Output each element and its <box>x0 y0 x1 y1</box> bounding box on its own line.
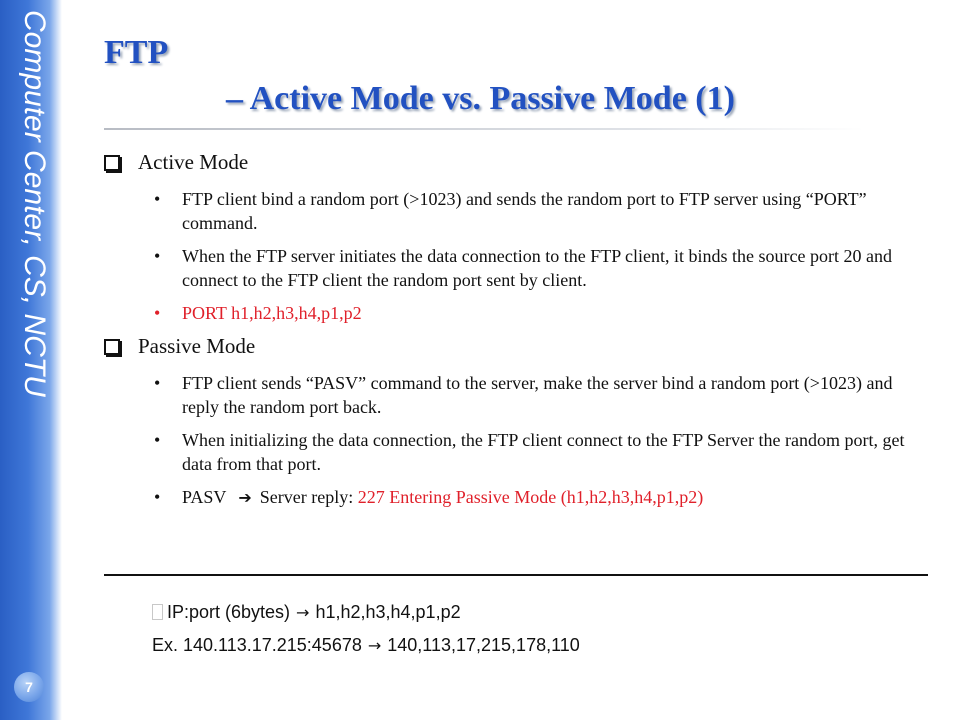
passive-mode-bullets <box>104 371 924 510</box>
list-item: • PORT h1,h2,h3,h4,p1,p2 <box>154 301 924 325</box>
right-arrow-icon: → <box>367 636 382 655</box>
missing-glyph-icon <box>152 604 163 620</box>
note-text: h1,h2,h3,h4,p1,p2 <box>315 602 461 622</box>
note-text: IP:port (6bytes) <box>167 602 291 622</box>
section-active-mode <box>104 150 924 175</box>
sidebar-title: Computer Center, CS, NCTU <box>18 10 51 397</box>
notes-block <box>152 596 580 662</box>
list-item: • When the FTP server initiates the data connection to the FTP client, it binds the source port 20 and connect to the FTP client the random port sent by client. <box>154 244 924 292</box>
list-item <box>154 485 924 510</box>
note-text: Ex. 140.113.17.215:45678 <box>152 635 362 655</box>
checkbox-bullet-icon <box>104 155 120 171</box>
page-number: 7 <box>14 672 44 702</box>
slide-title <box>104 30 735 122</box>
slide-content <box>104 150 924 519</box>
pasv-command: PASV <box>182 487 227 507</box>
sidebar <box>0 0 62 720</box>
title-line-1: FTP <box>104 34 169 71</box>
section-heading: Active Mode <box>138 150 249 174</box>
note-text: 140,113,17,215,178,110 <box>387 635 580 655</box>
right-arrow-icon: ➔ <box>238 488 252 507</box>
title-line-2: – Active Mode vs. Passive Mode (1) <box>226 80 735 117</box>
right-arrow-icon: → <box>296 603 310 622</box>
note-line-1 <box>152 596 580 629</box>
list-item: • FTP client sends “PASV” command to the server, make the server bind a random port (>1023) and reply the random port back. <box>154 371 924 419</box>
title-divider <box>104 128 864 130</box>
active-mode-bullets <box>104 187 924 325</box>
server-reply-text: 227 Entering Passive Mode (h1,h2,h3,h4,p1,p2) <box>357 487 704 507</box>
note-line-2 <box>152 629 580 662</box>
list-item: • When initializing the data connection, the FTP client connect to the FTP Server the random port, get data from that port. <box>154 428 924 476</box>
server-reply-label: Server reply: <box>259 487 354 507</box>
list-item: • FTP client bind a random port (>1023) and sends the random port to FTP server using “PORT” command. <box>154 187 924 235</box>
section-passive-mode <box>104 334 924 359</box>
checkbox-bullet-icon <box>104 339 120 355</box>
content-divider <box>104 574 928 576</box>
section-heading: Passive Mode <box>138 334 256 358</box>
